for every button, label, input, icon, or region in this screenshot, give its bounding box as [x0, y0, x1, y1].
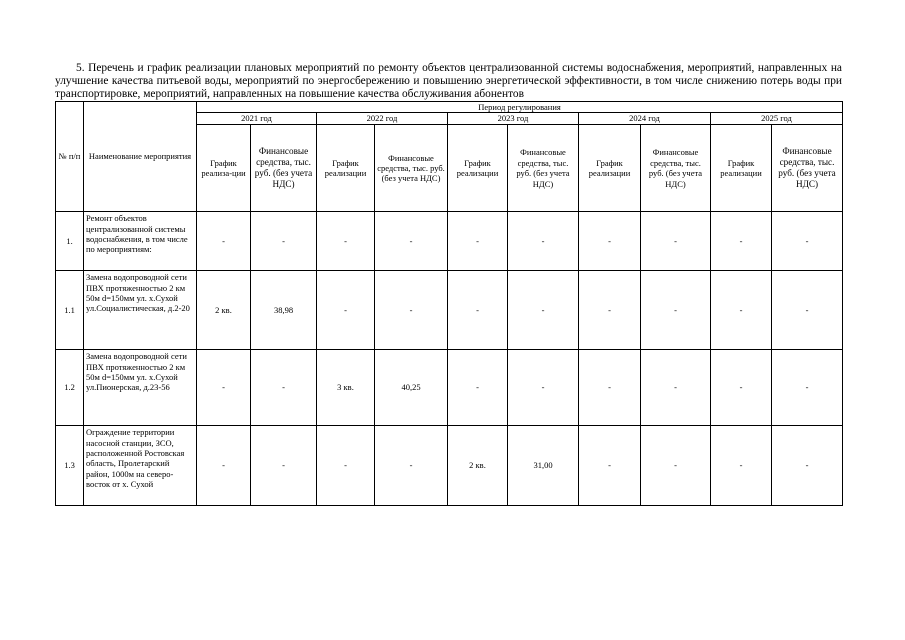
cell: -: [579, 426, 641, 506]
cell: -: [375, 212, 448, 271]
row-name: Ремонт объектов централизованной системы водоснабжения, в том числе по мероприятиям:: [84, 212, 197, 271]
cell: -: [711, 350, 772, 426]
row-number: 1.3: [56, 426, 84, 506]
cell: -: [772, 212, 843, 271]
schedule-header: График реализации: [448, 125, 508, 212]
row-number: 1.: [56, 212, 84, 271]
cell: 2 кв.: [448, 426, 508, 506]
row-name: Замена водопроводной сети ПВХ протяженностью 2 км 50м d=150мм ул. х.Сухой ул.Пионерская, д.23-56: [84, 350, 197, 426]
cell: 2 кв.: [197, 271, 251, 350]
year-header: 2025 год: [711, 113, 843, 125]
cell: -: [317, 212, 375, 271]
cell: -: [317, 426, 375, 506]
cell: -: [711, 426, 772, 506]
schedule-header: График реализации: [711, 125, 772, 212]
row-number: 1.2: [56, 350, 84, 426]
schedule-header: График реализа-ции: [197, 125, 251, 212]
period-header: Период регулирования: [197, 101, 843, 112]
row-name: Ограждение территории насосной станции, ЗСО, расположенной Ростовская область, Пролетарский район, 1000м на северо-восток от х. Сухой: [84, 426, 197, 506]
table-row: [56, 350, 843, 426]
header-row-period: [56, 101, 843, 112]
document-page: [55, 62, 842, 506]
table-row: [56, 212, 843, 271]
finance-header: Финансовые средства, тыс. руб. (без учета НДС): [772, 125, 843, 212]
year-header: 2023 год: [448, 113, 579, 125]
cell: -: [772, 350, 843, 426]
cell: -: [197, 212, 251, 271]
finance-header: Финансовые средства, тыс. руб. (без учета НДС): [508, 125, 579, 212]
cell: -: [317, 271, 375, 350]
finance-header: Финансовые средства, тыс. руб. (без учета НДС): [251, 125, 317, 212]
cell: -: [448, 350, 508, 426]
cell: -: [375, 271, 448, 350]
cell: -: [251, 350, 317, 426]
cell: -: [197, 350, 251, 426]
num-header: № п/п: [56, 101, 84, 211]
schedule-header: График реализации: [317, 125, 375, 212]
cell: -: [641, 271, 711, 350]
name-header: Наименование мероприятия: [84, 101, 197, 211]
cell: -: [251, 212, 317, 271]
year-header: 2022 год: [317, 113, 448, 125]
cell: -: [711, 271, 772, 350]
cell: -: [772, 271, 843, 350]
cell: 38,98: [251, 271, 317, 350]
table-row: [56, 426, 843, 506]
cell: -: [197, 426, 251, 506]
cell: -: [579, 212, 641, 271]
cell: -: [375, 426, 448, 506]
cell: -: [508, 350, 579, 426]
cell: -: [641, 350, 711, 426]
plan-table: [55, 101, 843, 506]
cell: -: [508, 271, 579, 350]
cell: -: [579, 271, 641, 350]
cell: 40,25: [375, 350, 448, 426]
cell: -: [641, 212, 711, 271]
cell: -: [508, 212, 579, 271]
cell: -: [251, 426, 317, 506]
intro-paragraph: 5. Перечень и график реализации плановых мероприятий по ремонту объектов централизованной системы водоснабжения, мероприятий, направленных на улучшение качества питьевой воды, мероприятий по энергосбережению и повышению энергетической эффективности, в том числе снижению потерь воды при транспортировке, мероприятий, направленных на повышение качества обслуживания абонентов: [55, 62, 842, 100]
cell: -: [711, 212, 772, 271]
row-number: 1.1: [56, 271, 84, 350]
finance-header: Финансовые средства, тыс. руб. (без учета НДС): [641, 125, 711, 212]
cell: -: [579, 350, 641, 426]
cell: -: [641, 426, 711, 506]
schedule-header: График реализации: [579, 125, 641, 212]
cell: -: [448, 212, 508, 271]
year-header: 2024 год: [579, 113, 711, 125]
cell: -: [772, 426, 843, 506]
row-name: Замена водопроводной сети ПВХ протяженностью 2 км 50м d=150мм ул. х.Сухой ул.Социалистическая, д.2-20: [84, 271, 197, 350]
cell: 31,00: [508, 426, 579, 506]
cell: -: [448, 271, 508, 350]
cell: 3 кв.: [317, 350, 375, 426]
year-header: 2021 год: [197, 113, 317, 125]
table-row: [56, 271, 843, 350]
finance-header: Финансовые средства, тыс. руб. (без учета НДС): [375, 125, 448, 212]
